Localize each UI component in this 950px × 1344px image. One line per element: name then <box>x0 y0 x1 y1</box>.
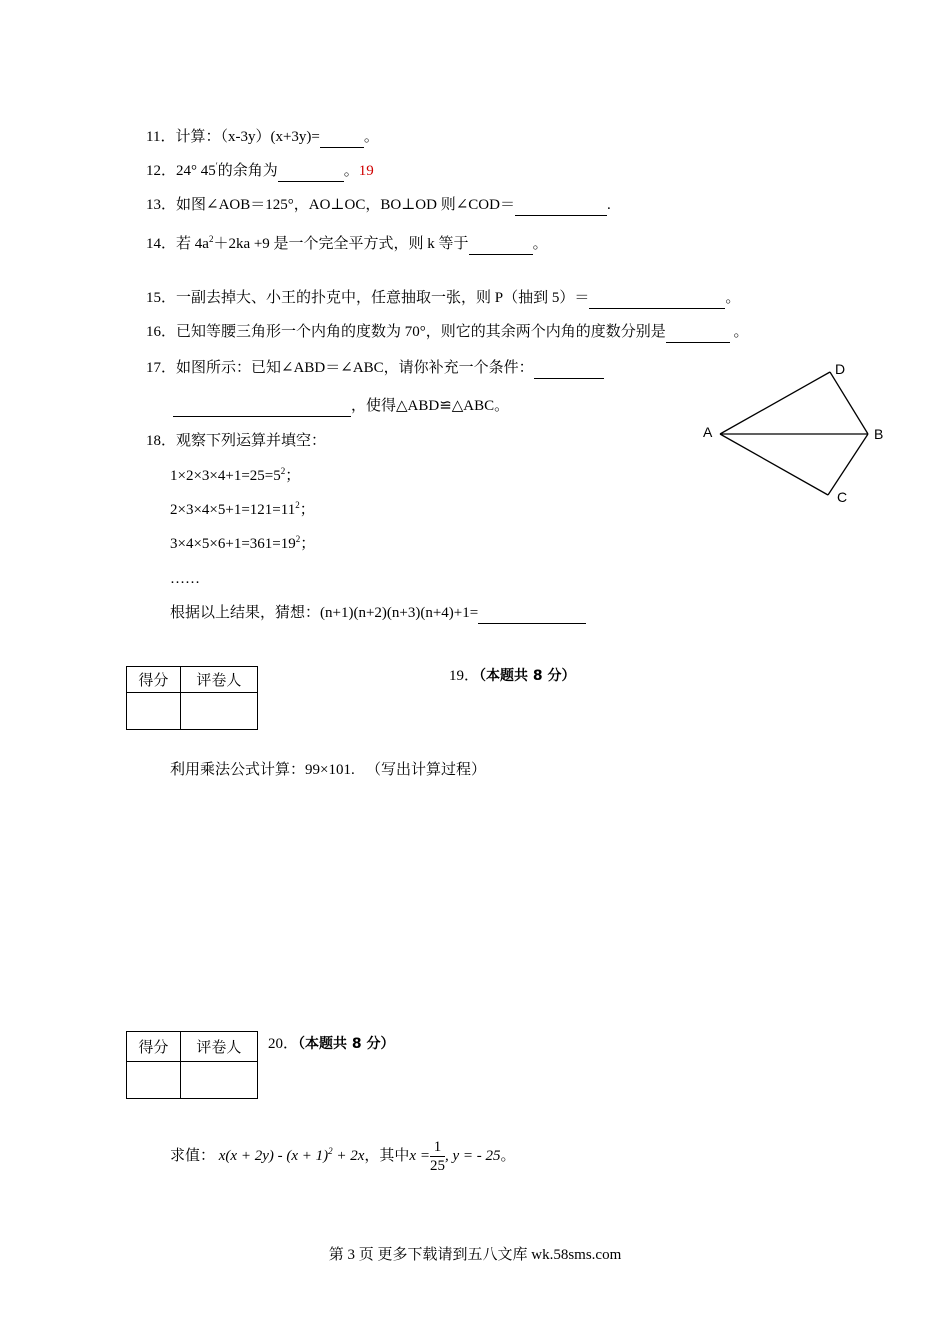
segment-db <box>830 372 868 434</box>
prime-mark: ′ <box>215 161 218 171</box>
grader-cell[interactable] <box>180 1062 257 1099</box>
question-number: 20． <box>268 1036 299 1052</box>
answer-blank[interactable] <box>469 234 533 255</box>
score-header: 得分 <box>127 667 181 693</box>
question-text-a: 若 4a <box>176 236 209 252</box>
handwritten-answer: 19 <box>358 163 374 179</box>
question-19-body <box>170 760 486 780</box>
question-20-header <box>268 1034 395 1054</box>
x-equals: x = <box>409 1148 430 1164</box>
question-text: 如图∠AOB＝125°，AO⊥OC，BO⊥OD 则∠COD＝ <box>176 197 515 213</box>
exponent: 2 <box>208 234 214 244</box>
question-text: 计算：（x-3y）(x+3y)= <box>175 129 320 145</box>
calc-row-2 <box>170 500 315 520</box>
formula-expression <box>219 1148 365 1164</box>
exponent: 2 <box>280 466 286 476</box>
ellipsis: …… <box>170 571 200 587</box>
label-b: B <box>874 426 884 442</box>
punctuation: 。 <box>729 324 749 340</box>
condition-text: ，其中 <box>364 1148 410 1164</box>
label-d: D <box>835 361 846 377</box>
punctuation: 。 <box>343 163 359 179</box>
answer-blank[interactable] <box>478 603 586 624</box>
punctuation: 。 <box>363 129 379 145</box>
calc-row-1 <box>170 466 300 486</box>
calc-expression: 3×4×5×6+1=361=19 <box>170 536 296 552</box>
calc-expression: 1×2×3×4+1=25=5 <box>170 468 281 484</box>
grader-cell[interactable] <box>180 693 257 730</box>
question-text: 观察下列运算并填空： <box>176 433 327 449</box>
question-prefix: 求值： <box>170 1148 216 1164</box>
question-number: 14． <box>146 236 177 252</box>
question-15 <box>146 288 740 309</box>
question-17 <box>146 358 604 379</box>
formula-part-a: x(x + 2y) - (x + 1) <box>218 1148 329 1164</box>
punctuation: ； <box>300 536 316 552</box>
question-text-end: ，使得△ABD≌△ABC。 <box>351 398 510 414</box>
question-14 <box>146 234 548 255</box>
punctuation: . <box>606 197 611 213</box>
segment-cb <box>828 434 868 495</box>
formula-part-b: + 2x <box>332 1148 365 1164</box>
question-text: 利用乘法公式计算：99×101. <box>170 762 355 778</box>
question-text: 如图所示：已知∠ABD＝∠ABC，请你补充一个条件： <box>176 360 534 376</box>
calc-expression: 2×3×4×5+1=121=11 <box>170 502 296 518</box>
answer-blank[interactable] <box>589 288 725 309</box>
question-number: 15． <box>146 290 177 306</box>
question-20-body <box>170 1136 516 1176</box>
score-cell[interactable] <box>127 693 181 730</box>
question-note: （写出计算过程） <box>365 762 486 778</box>
grader-header: 评卷人 <box>180 667 257 693</box>
answer-blank[interactable] <box>320 127 364 148</box>
label-a: A <box>703 424 713 440</box>
question-number: 19． <box>449 668 480 684</box>
exponent: 2 <box>295 500 300 510</box>
segment-ac <box>720 434 828 495</box>
answer-blank-continued[interactable] <box>173 396 351 417</box>
question-text-a: 24° 45 <box>176 163 216 179</box>
guess-text: 根据以上结果，猜想：(n+1)(n+2)(n+3)(n+4)+1= <box>170 605 479 621</box>
y-equals: , y = - 25 <box>444 1148 501 1164</box>
question-16 <box>146 322 749 343</box>
triangle-figure <box>695 355 895 515</box>
answer-blank[interactable] <box>534 358 604 379</box>
question-19-header <box>449 666 576 686</box>
fraction-numerator: 1 <box>430 1138 445 1157</box>
question-points: （本题共 8 分） <box>479 668 576 684</box>
question-number: 16． <box>146 324 177 340</box>
score-table-20 <box>126 1031 258 1099</box>
fraction <box>430 1138 445 1175</box>
question-11 <box>146 127 379 148</box>
exponent: 2 <box>328 1146 333 1156</box>
exponent: 2 <box>295 534 301 544</box>
question-points: （本题共 8 分） <box>298 1036 395 1052</box>
score-header: 得分 <box>127 1032 181 1062</box>
question-number: 11． <box>146 129 176 145</box>
answer-blank[interactable] <box>278 161 344 182</box>
question-text: 一副去掉大、小王的扑克中，任意抽取一张，则 P（抽到 5）＝ <box>176 290 590 306</box>
calc-row-3 <box>170 534 315 554</box>
question-18 <box>146 431 326 451</box>
answer-blank[interactable] <box>515 195 607 216</box>
label-c: C <box>837 489 848 505</box>
page-footer: 第 3 页 更多下载请到五八文库 wk.58sms.com <box>328 1247 622 1263</box>
punctuation: 。 <box>725 290 741 306</box>
question-17-line2 <box>173 396 509 417</box>
punctuation: 。 <box>500 1148 516 1164</box>
segment-ad <box>720 372 830 434</box>
score-cell[interactable] <box>127 1062 181 1099</box>
punctuation: ； <box>299 502 315 518</box>
punctuation: ； <box>285 468 301 484</box>
fraction-denominator: 25 <box>429 1158 445 1175</box>
question-12 <box>146 161 374 182</box>
question-number: 13． <box>146 197 177 213</box>
score-table-19 <box>126 666 258 730</box>
question-text: 已知等腰三角形一个内角的度数为 70°，则它的其余两个内角的度数分别是 <box>176 324 666 340</box>
punctuation: 。 <box>532 236 548 252</box>
question-number: 17． <box>146 360 177 376</box>
question-number: 12． <box>146 163 177 179</box>
guess-line <box>170 603 586 624</box>
answer-blank[interactable] <box>666 322 730 343</box>
question-13 <box>146 195 611 216</box>
question-text-b: ＋2ka +9 是一个完全平方式，则 k 等于 <box>213 236 469 252</box>
question-number: 18． <box>146 433 177 449</box>
question-text-b: 的余角为 <box>217 163 278 179</box>
grader-header: 评卷人 <box>180 1032 257 1062</box>
